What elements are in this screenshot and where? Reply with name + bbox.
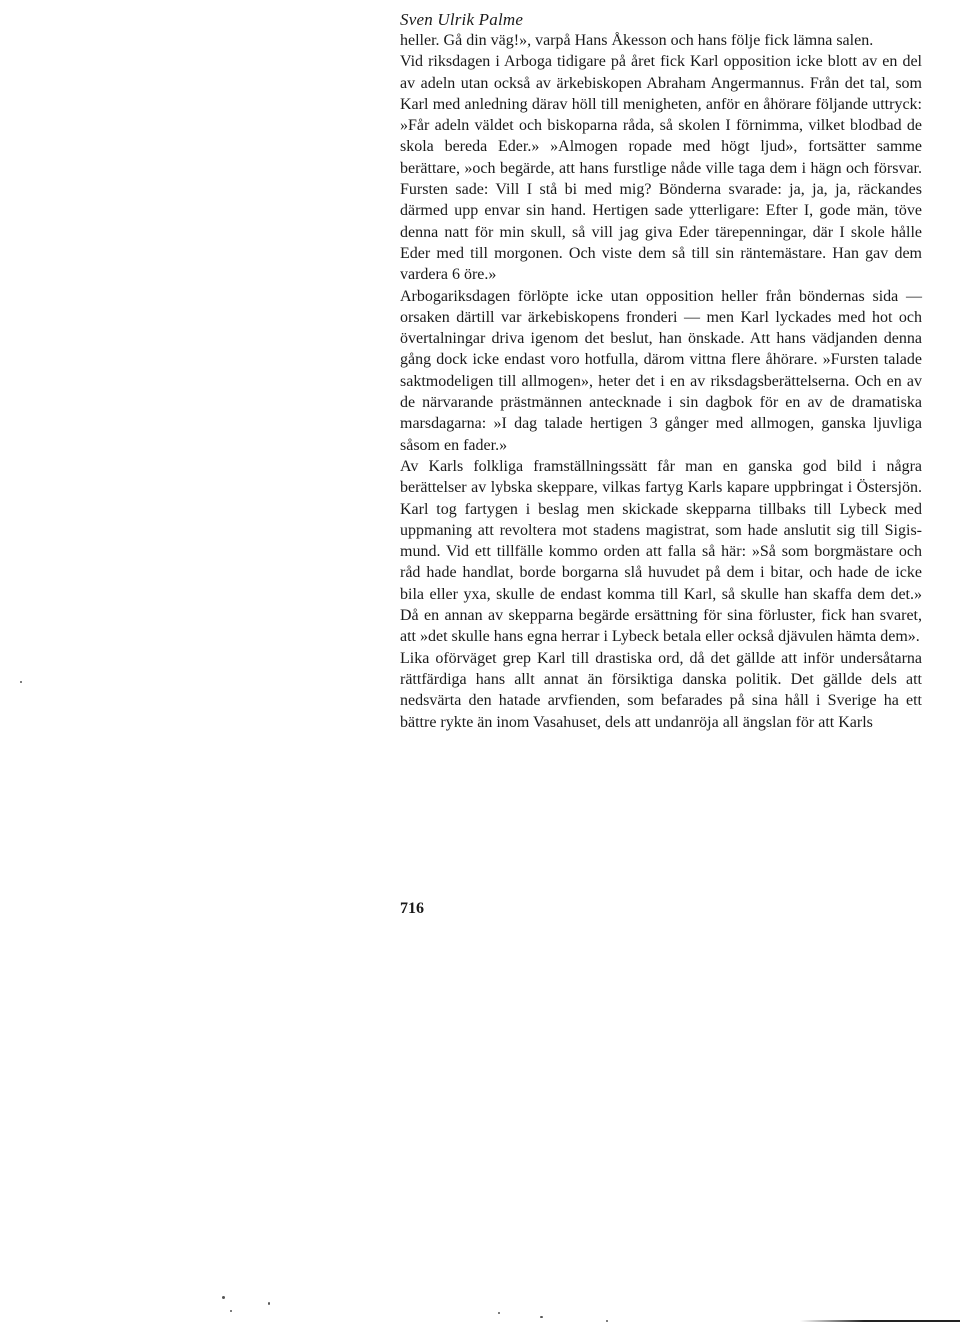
paragraph-2: Vid riksdagen i Arboga tidigare på året fick Karl opposition icke blott av en del av adeln utan också av ärkebiskopen Abraham Angermannus. Från det tal, som Karl med anledning därav höll till menigheten, anför en åhörare följande uttryck: »Får adeln väldet och biskoparna råda, så skolen I förnimma, vilket blodbad de skola bereda Eder.» »Almogen ropade med högt ljud», fortsätter samme berättare, »och begärde, att hans furstlige nåde ville taga dem i hägn och försvar. Fursten sade: Vill I stå bi med mig? Bönderna svarade: ja, ja, ja, räckandes därmed upp envar sin hand. Hertigen sade ytterligare: Efter I, gode män, töve denna natt för min skull, så vill jag giva Eder tärepenningar, där I skole hålle Eder med till morgonen. Och viste dem så till sin räntemästare. Han gav dem vardera 6 öre.» [400, 53, 922, 284]
scan-speck [540, 1316, 543, 1318]
scan-speck [606, 1320, 608, 1322]
paragraph-3: Arbogariksdagen förlöpte icke utan opposition heller från böndernas sida — orsaken därtill var ärkebiskopens fronderi — men Karl lyckades med hot och övertalningar driva igenom det beslut, han önskade. Att hans vädjanden denna gång dock icke endast voro hotfulla, därom vittna flere åhörare. »Fursten talade saktmodeligen till allmogen», heter det i en av riksdagsberättelserna. Och en av de närvarande prästmännen antecknade i sin dagbok för en av de dramatiska marsdagarna: »I dag talade hertigen 3 gånger med allmogen, ganska ljuvliga såsom en fader.» [400, 287, 922, 454]
running-header-author: Sven Ulrik Palme [400, 10, 524, 29]
page-number: 716 [400, 900, 424, 917]
paragraph-1: heller. Gå din väg!», varpå Hans Åkesson och hans följe fick lämna salen. [400, 32, 874, 49]
scan-edge-line [800, 1320, 960, 1322]
paragraph-4: Av Karls folkliga framställningssätt får man en ganska god bild i några berättelser av lybska skeppare, vilkas fartyg Karls kapare uppbringat i Östersjön. Karl tog fartygen i beslag men skickade skepparna tillbaks till Lybeck med uppmaning att revoltera mot stadens magistrat, som hade anslutit sig till Sigismund. Vid ett tillfälle kommo orden att falla så här: »Så som borgmästare och råd hade handlat, borde borgarna slå huvudet på dem i bitar, och hade de icke bila eller yxa, skulle de endast komma till Karl, så skulle han skaffa dem det.» Då en annan av skepparna begärde ersättning för sina förluster, fick han svaret, att »det skulle hans egna herrar i Lybeck betala eller också djävulen hämta dem». [400, 457, 922, 646]
scan-speck [230, 1310, 232, 1312]
body-text [400, 30, 922, 733]
scan-speck [222, 1296, 225, 1299]
paragraph-5: Lika oförväget grep Karl till drastiska ord, då det gällde att inför undersåtarna rättfärdiga hans allt annat än försiktiga danska politik. Det gällde dels att nedsvärta den hatade arvfienden, som befarades på sina håll i Sverige ha ett bättre rykte än inom Vasahuset, dels att undanröja all ängslan för att Karls [400, 649, 922, 731]
scan-speck [498, 1312, 500, 1314]
scan-speck [268, 1302, 270, 1305]
scan-speck [20, 681, 22, 683]
